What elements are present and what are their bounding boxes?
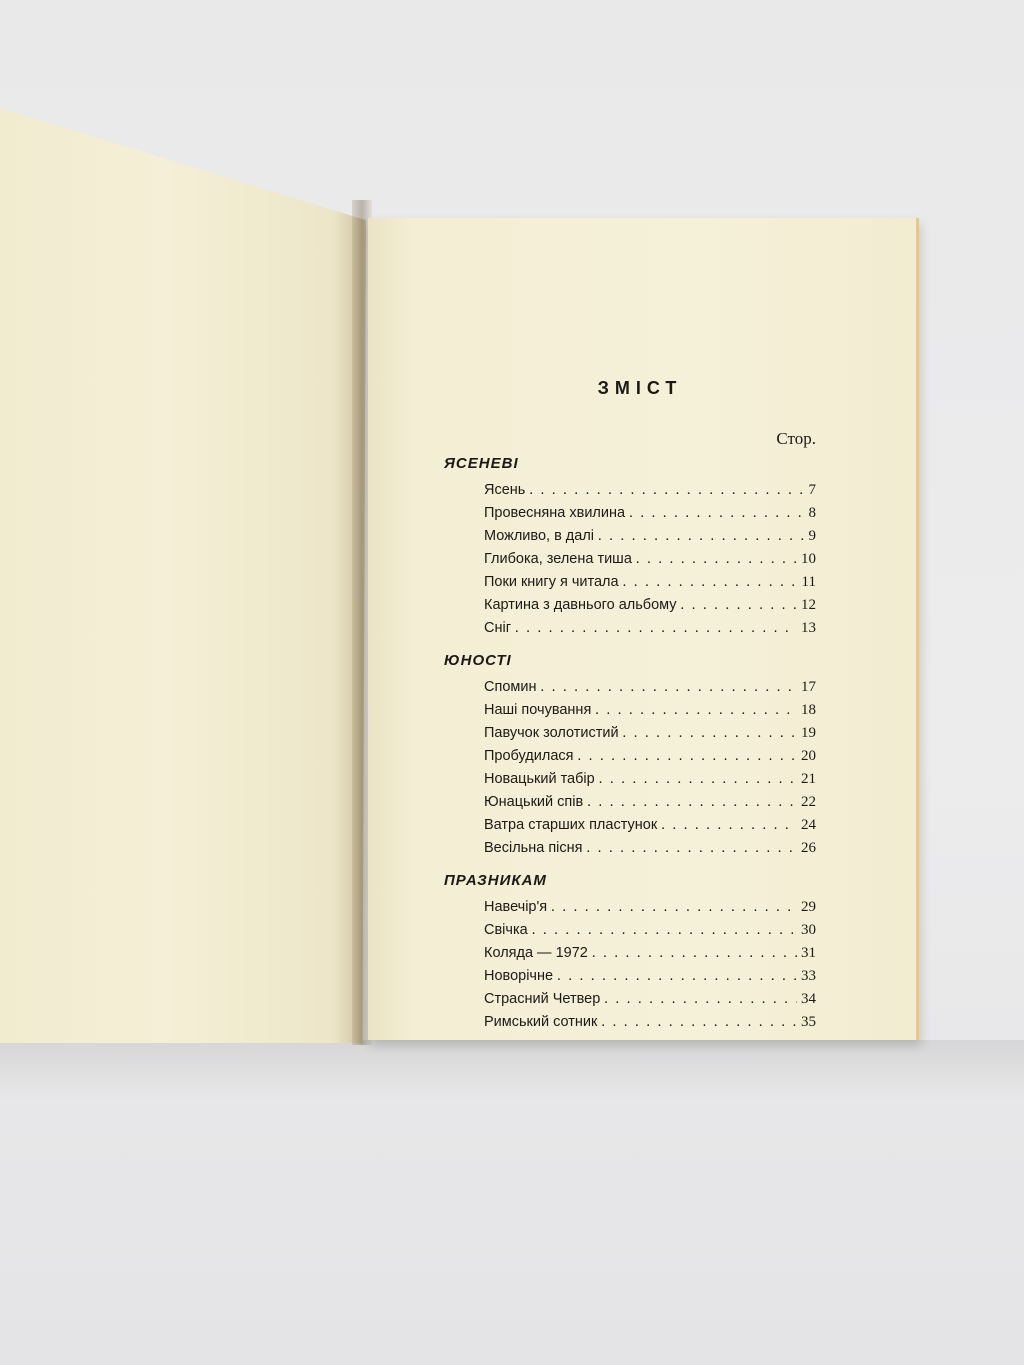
dot-leader (587, 791, 797, 814)
toc-section (444, 870, 816, 1034)
entry-title: Провесняна хвилина (484, 505, 626, 521)
entry-title: Спомин (484, 679, 537, 695)
toc-entry (484, 896, 816, 919)
toc-entry (484, 791, 816, 814)
toc-entry (484, 594, 816, 617)
entry-title: Сніг (484, 620, 511, 636)
entry-title: Ясень (484, 482, 526, 498)
entry-page-number: 30 (801, 922, 816, 938)
entry-page-number: 10 (801, 551, 816, 567)
dot-leader (595, 699, 797, 722)
entry-title: Коляда — 1972 (484, 945, 588, 961)
entry-title: Юнацький спів (484, 794, 584, 810)
dot-leader (681, 594, 797, 617)
dot-leader (557, 965, 797, 988)
entry-page-number: 24 (801, 817, 816, 833)
entry-page-number: 34 (801, 991, 816, 1007)
entry-title: Павучок золотистий (484, 725, 619, 741)
toc-section (444, 453, 816, 640)
entry-title: Пробудилася (484, 748, 574, 764)
entry-page-number: 13 (801, 620, 816, 636)
left-page (0, 108, 366, 1043)
entry-page-number: 29 (801, 899, 816, 915)
dot-leader (540, 676, 797, 699)
entry-title: Новацький табір (484, 771, 595, 787)
entry-title: Навечір'я (484, 899, 548, 915)
section-title: ЯСЕНЕВІ (444, 455, 519, 472)
dot-leader (661, 814, 797, 837)
entry-page-number: 9 (808, 528, 816, 544)
toc-entry (484, 965, 816, 988)
entry-title: Глибока, зелена тиша (484, 551, 632, 567)
toc-entry (484, 548, 816, 571)
table-shadow (0, 1040, 1024, 1100)
toc-entry (484, 571, 816, 594)
entry-title: Свічка (484, 922, 528, 938)
entry-page-number: 26 (801, 840, 816, 856)
entry-page-number: 21 (801, 771, 816, 787)
dot-leader (587, 837, 797, 860)
entry-title: Ватра старших пластунок (484, 817, 658, 833)
entry-title: Наші почування (484, 702, 592, 718)
entry-page-number: 17 (801, 679, 816, 695)
toc-entry (484, 745, 816, 768)
toc-entry (484, 525, 816, 548)
dot-leader (623, 571, 798, 594)
entry-title: Римський сотник (484, 1014, 598, 1030)
dot-leader (599, 768, 797, 791)
section-title: ЮНОСТІ (444, 652, 512, 669)
toc-entry (484, 1011, 816, 1034)
entry-page-number: 12 (801, 597, 816, 613)
entry-page-number: 7 (808, 482, 816, 498)
toc-entry (484, 502, 816, 525)
dot-leader (629, 502, 804, 525)
dot-leader (529, 479, 804, 502)
entry-page-number: 11 (801, 574, 816, 590)
toc-entry (484, 814, 816, 837)
entry-page-number: 19 (801, 725, 816, 741)
toc-entry (484, 479, 816, 502)
dot-leader (578, 745, 798, 768)
dot-leader (592, 942, 797, 965)
dot-leader (515, 617, 797, 640)
entry-page-number: 18 (801, 702, 816, 718)
entry-title: Картина з давнього альбому (484, 597, 677, 613)
entry-page-number: 35 (801, 1014, 816, 1030)
toc-entry (484, 699, 816, 722)
toc-sections (444, 453, 816, 1034)
dot-leader (601, 1011, 797, 1034)
right-page (368, 218, 919, 1040)
entry-title: Можливо, в далі (484, 528, 595, 544)
dot-leader (532, 919, 797, 942)
dot-leader (551, 896, 797, 919)
toc-entry (484, 676, 816, 699)
toc-entry (484, 988, 816, 1011)
dot-leader (636, 548, 797, 571)
table-of-contents (444, 378, 816, 1044)
entry-page-number: 31 (801, 945, 816, 961)
entry-page-number: 20 (801, 748, 816, 764)
toc-entry (484, 722, 816, 745)
dot-leader (623, 722, 797, 745)
entry-title: Страсний Четвер (484, 991, 601, 1007)
entry-title: Весільна пісня (484, 840, 583, 856)
section-title: ПРАЗНИКАМ (444, 872, 547, 889)
toc-section (444, 650, 816, 860)
dot-leader (604, 988, 797, 1011)
entry-title: Новорічне (484, 968, 554, 984)
page-column-header: Стор. (776, 429, 816, 448)
toc-title: ЗМІСТ (597, 378, 683, 398)
entry-page-number: 33 (801, 968, 816, 984)
toc-entry (484, 837, 816, 860)
toc-entry (484, 919, 816, 942)
toc-entry (484, 617, 816, 640)
toc-entry (484, 942, 816, 965)
entry-page-number: 22 (801, 794, 816, 810)
entry-page-number: 8 (808, 505, 816, 521)
entry-title: Поки книгу я читала (484, 574, 619, 590)
dot-leader (598, 525, 804, 548)
toc-entry (484, 768, 816, 791)
